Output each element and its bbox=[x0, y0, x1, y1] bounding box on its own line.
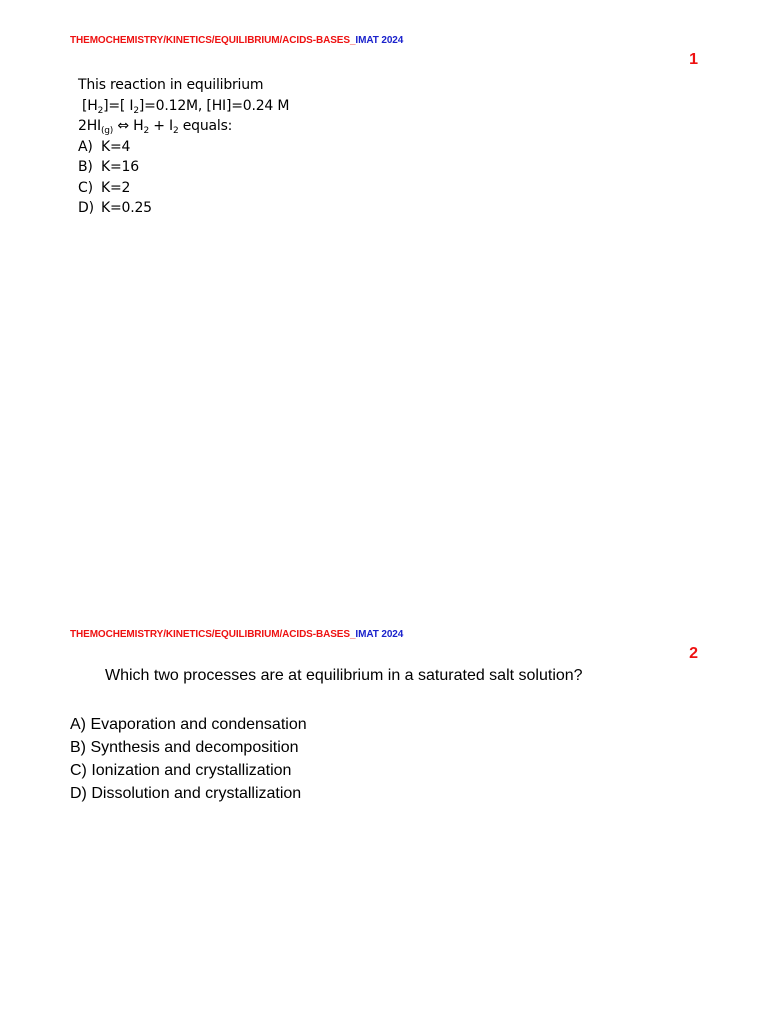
header-exam: IMAT 2024 bbox=[355, 35, 404, 46]
question-intro: This reaction in equilibrium bbox=[78, 77, 264, 93]
question-number: 1 bbox=[689, 51, 698, 68]
answer-option[interactable] bbox=[78, 157, 289, 178]
concentrations-line bbox=[78, 96, 289, 117]
option-letter: C) bbox=[78, 179, 93, 196]
reaction-text: + I bbox=[149, 118, 173, 134]
subscript: 2 bbox=[133, 105, 139, 116]
option-letter: D) bbox=[78, 200, 94, 216]
subscript: 2 bbox=[97, 105, 104, 116]
answer-option[interactable] bbox=[78, 137, 289, 158]
answer-option[interactable]: A) Evaporation and condensation bbox=[70, 716, 307, 733]
reaction-text: H bbox=[133, 118, 144, 134]
conc-text: ]=0.12M, [HI]=0.24 M bbox=[138, 97, 290, 114]
header-topic: THEMOCHEMISTRY/KINETICS/EQUILIBRIUM/ACIDS-BASES_ bbox=[70, 35, 356, 46]
reaction-text: equals: bbox=[178, 118, 233, 134]
answer-option[interactable]: C) Ionization and crystallization bbox=[70, 762, 292, 779]
answer-option[interactable]: B) Synthesis and decomposition bbox=[70, 739, 299, 756]
option-text: K=16 bbox=[101, 159, 139, 175]
option-letter: A) bbox=[78, 138, 93, 155]
question-stem: Which two processes are at equilibrium in a saturated salt solution? bbox=[105, 667, 583, 684]
question-number: 2 bbox=[689, 645, 698, 662]
reaction-line bbox=[78, 116, 289, 137]
answer-option[interactable] bbox=[78, 178, 289, 199]
header-exam: IMAT 2024 bbox=[355, 629, 404, 640]
equilibrium-arrow: ⇔ bbox=[113, 118, 134, 134]
conc-text: [H bbox=[82, 97, 98, 114]
conc-text: ]=[ I bbox=[103, 97, 134, 114]
option-text: K=2 bbox=[101, 179, 131, 196]
answer-option[interactable] bbox=[78, 198, 289, 219]
state-subscript: (g) bbox=[100, 126, 114, 136]
section-header bbox=[70, 35, 403, 46]
option-text: K=4 bbox=[101, 138, 131, 155]
subscript: 2 bbox=[143, 126, 149, 136]
option-text: K=0.25 bbox=[101, 200, 152, 216]
question-2-options bbox=[70, 713, 307, 805]
subscript: 2 bbox=[172, 126, 179, 136]
header-topic: THEMOCHEMISTRY/KINETICS/EQUILIBRIUM/ACIDS-BASES_ bbox=[70, 629, 356, 640]
reaction-text: 2HI bbox=[78, 118, 101, 134]
answer-option[interactable]: D) Dissolution and crystallization bbox=[70, 785, 302, 802]
question-1 bbox=[78, 75, 289, 219]
section-header bbox=[70, 629, 403, 640]
option-letter: B) bbox=[78, 159, 93, 175]
